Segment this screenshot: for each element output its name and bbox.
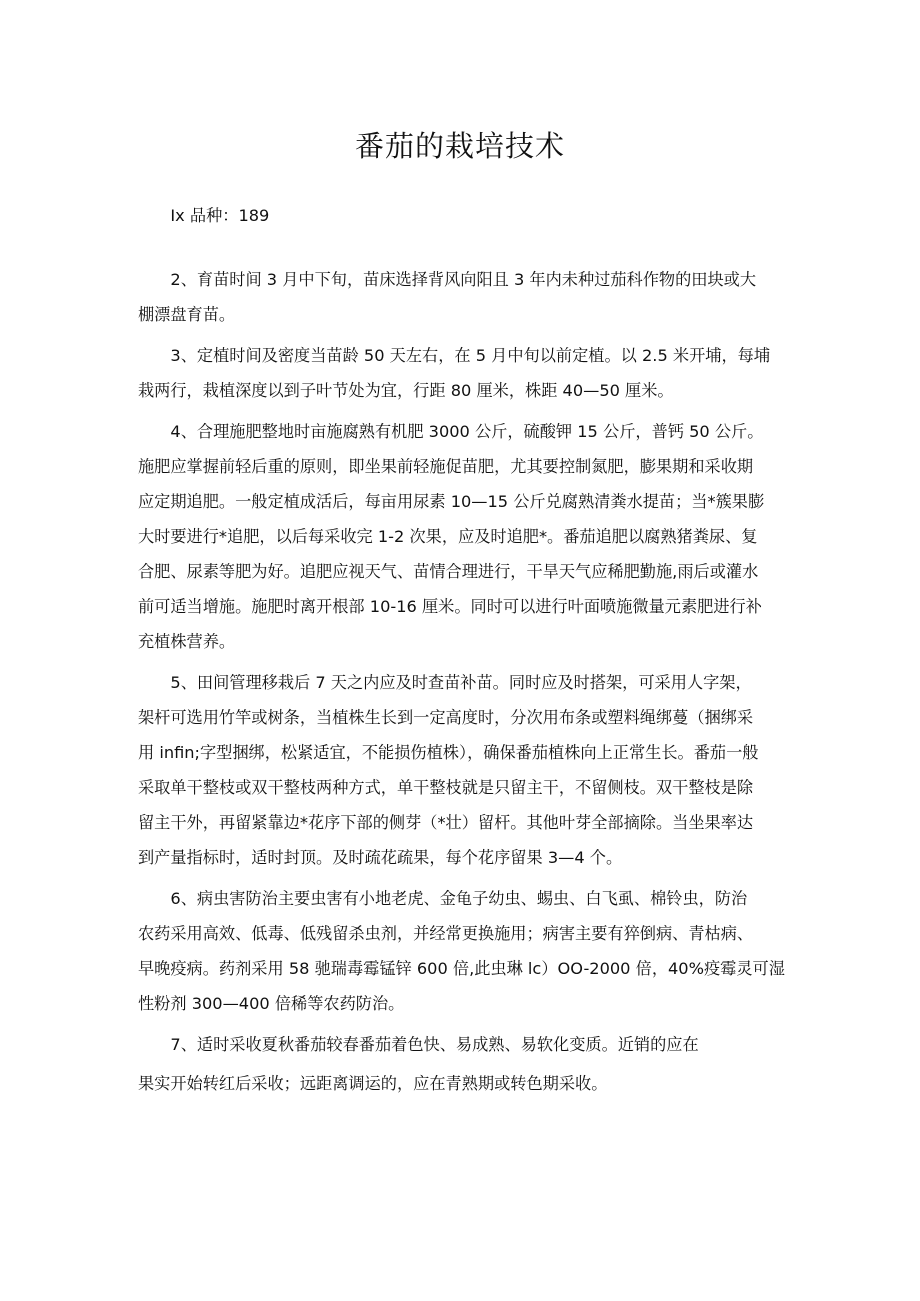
text-line: 采取单干整枝或双干整枝两种方式，单干整枝就是只留主干，不留侧枝。双干整枝是除 [138, 778, 754, 797]
document-body [138, 198, 790, 1101]
text-line: 性粉剂 300—400 倍稀等农药防治。 [138, 994, 405, 1013]
text-line: 农药采用高效、低毒、低残留杀虫剂，并经常更换施用；病害主要有猝倒病、青枯病、 [138, 924, 754, 943]
text-line: 6、病虫害防治主要虫害有小地老虎、金龟子幼虫、蜴虫、白飞虱、棉铃虫，防治 [170, 889, 748, 908]
text-line: 栽两行，栽植深度以到子叶节处为宜，行距 80 厘米，株距 40—50 厘米。 [138, 381, 674, 400]
text-line: 应定期追肥。一般定植成活后，每亩用尿素 10—15 公斤兑腐熟清粪水提苗；当*簇果膨 [138, 492, 765, 511]
document-title: 番茄的栽培技术 [354, 129, 565, 163]
text-line: 大时要进行*追肥，以后每采收完 1-2 次果，应及时追肥*。番茄追肥以腐熟猪粪尿、复 [138, 527, 758, 546]
text-line: 合肥、尿素等肥为好。追肥应视天气、苗情合理进行，干旱天气应稀肥勤施,雨后或灌水 [138, 562, 759, 581]
text-line: 用 infin;字型捆绑，松紧适宜，不能损伤植株），确保番茄植株向上正常生长。番茄一般 [138, 743, 759, 762]
text-line: 4、合理施肥整地时亩施腐熟有机肥 3000 公斤，硫酸钾 15 公斤，普钙 50 公斤。 [170, 422, 764, 441]
text-line: 到产量指标时，适时封顶。及时疏花疏果，每个花序留果 3—4 个。 [138, 848, 623, 867]
text-line: 7、适时采收夏秋番茄较春番茄着色快、易成熟、易软化变质。近销的应在 [170, 1035, 699, 1054]
text-line: 早晚疫病。药剂采用 58 驰瑞毒霉锰锌 600 倍,此虫琳 lc）OO-2000 倍，40%疫霉灵可湿 [138, 959, 785, 978]
paragraph-harvest-continued [138, 1066, 790, 1101]
paragraph-seedling [138, 262, 790, 332]
text-line: 施肥应掌握前轻后重的原则，即坐果前轻施促苗肥，尤其要控制氮肥，膨果期和采收期 [138, 457, 754, 476]
text-line: 架杆可选用竹竿或树条，当植株生长到一定高度时，分次用布条或塑料绳绑蔓（捆绑采 [138, 708, 754, 727]
text-line: 前可适当增施。施肥时离开根部 10-16 厘米。同时可以进行叶面喷施微量元素肥进行补 [138, 597, 762, 616]
text-line: 充植株营养。 [138, 632, 236, 651]
text-line: 棚漂盘育苗。 [138, 305, 236, 324]
text-line: 3、定植时间及密度当苗龄 50 天左右，在 5 月中旬以前定植。以 2.5 米开埔，每埔 [170, 346, 771, 365]
text-line: 留主干外，再留紧靠边*花序下部的侧芽（*壮）留杆。其他叶芽全部摘除。当坐果率达 [138, 813, 754, 832]
paragraph-harvest [138, 1027, 790, 1062]
paragraph-planting [138, 338, 790, 408]
text-line: 5、田间管理移栽后 7 天之内应及时查苗补苗。同时应及时搭架，可采用人字架， [170, 673, 752, 692]
text-line: 2、育苗时间 3 月中下旬，苗床选择背风向阳且 3 年内未种过茄科作物的田块或大 [170, 270, 757, 289]
text-line: 果实开始转红后采收；远距离调运的，应在青熟期或转色期采收。 [138, 1074, 608, 1093]
paragraph-pest-control [138, 881, 790, 1021]
paragraph-variety [138, 198, 790, 233]
paragraph-fertilizing [138, 414, 790, 659]
text-line: Ix 品种：189 [170, 206, 270, 225]
paragraph-field-management [138, 665, 790, 875]
